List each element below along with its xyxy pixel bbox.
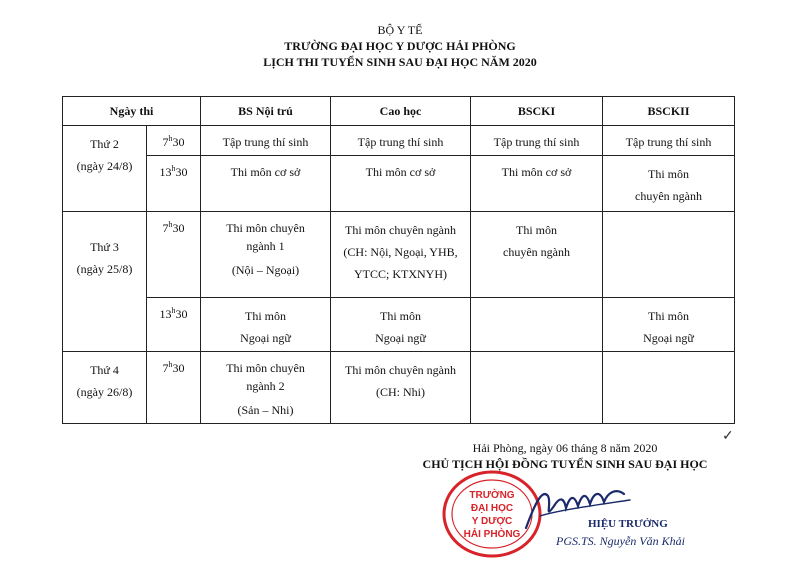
time-cell: 13$^h$30 (147, 156, 201, 212)
signer-name: PGS.TS. Nguyễn Văn Khải (556, 534, 685, 548)
cell-bsckii: Tập trung thí sinh (603, 126, 735, 156)
svg-text:TRƯỜNG: TRƯỜNG (469, 490, 515, 501)
day-date: (ngày 25/8) (76, 262, 133, 276)
signer-role: HIỆU TRƯỞNG (588, 518, 668, 530)
day-cell (63, 352, 147, 424)
document-title: LỊCH THI TUYỂN SINH SAU ĐẠI HỌC NĂM 2020 (263, 55, 537, 69)
table-header-row (63, 97, 735, 126)
cell-cao-hoc: Thi môn cơ sở (331, 156, 471, 212)
cell-noi-tru: Thi môn Ngoại ngữ (201, 298, 331, 352)
day-cell (63, 212, 147, 352)
header-bsckii: BSCKII (603, 97, 735, 126)
header-noi-tru: BS Nội trú (201, 97, 331, 126)
time-cell: 7$^h$30 (147, 212, 201, 298)
header-exam-day: Ngày thi (63, 97, 201, 126)
day-name: Thứ 4 (90, 363, 119, 377)
time-cell: 7$^h$30 (147, 126, 201, 156)
day-name: Thứ 3 (90, 240, 119, 254)
header-bscki: BSCKI (471, 97, 603, 126)
table-row (63, 298, 735, 352)
university-name: TRƯỜNG ĐẠI HỌC Y DƯỢC HẢI PHÒNG (284, 39, 516, 53)
time-cell: 7$^h$30 (147, 352, 201, 424)
issue-date: Hải Phòng, ngày 06 tháng 8 năm 2020 (472, 441, 658, 455)
day-date: (ngày 26/8) (76, 385, 133, 399)
cell-bscki (471, 352, 603, 424)
table-row (63, 156, 735, 212)
cell-noi-tru: Thi môn chuyên ngành 1 (Nội – Ngoại) (201, 212, 331, 298)
exam-schedule-table (62, 96, 735, 424)
cell-bscki: Thi môn chuyên ngành (471, 212, 603, 298)
cell-cao-hoc: Thi môn chuyên ngành (CH: Nội, Ngoại, YHB, YTCC; KTXNYH) (331, 212, 471, 298)
svg-text:Y DƯỢC: Y DƯỢC (471, 516, 513, 527)
cell-noi-tru: Tập trung thí sinh (201, 126, 331, 156)
check-mark-icon: ✓ (722, 429, 734, 444)
council-chair-title: CHỦ TỊCH HỘI ĐỒNG TUYỂN SINH SAU ĐẠI HỌC (422, 457, 708, 471)
day-cell (63, 126, 147, 212)
time-cell: 13$^h$30 (147, 298, 201, 352)
cell-bscki: Thi môn cơ sở (471, 156, 603, 212)
cell-bsckii: Thi môn Ngoại ngữ (603, 298, 735, 352)
document-header (0, 22, 800, 70)
svg-text:ĐẠI HỌC: ĐẠI HỌC (470, 503, 514, 514)
cell-bsckii (603, 212, 735, 298)
cell-noi-tru: Thi môn cơ sở (201, 156, 331, 212)
table-row (63, 352, 735, 424)
ministry-name: BỘ Y TẾ (377, 23, 423, 37)
cell-cao-hoc: Tập trung thí sinh (331, 126, 471, 156)
table-row (63, 126, 735, 156)
cell-bscki: Tập trung thí sinh (471, 126, 603, 156)
cell-bsckii: Thi môn chuyên ngành (603, 156, 735, 212)
svg-text:HẢI PHÒNG: HẢI PHÒNG (463, 529, 521, 540)
cell-cao-hoc: Thi môn Ngoại ngữ (331, 298, 471, 352)
cell-cao-hoc: Thi môn chuyên ngành (CH: Nhi) (331, 352, 471, 424)
cell-bsckii (603, 352, 735, 424)
table-row (63, 212, 735, 298)
cell-bscki (471, 298, 603, 352)
header-cao-hoc: Cao học (331, 97, 471, 126)
day-date: (ngày 24/8) (76, 159, 133, 173)
cell-noi-tru: Thi môn chuyên ngành 2 (Sản – Nhi) (201, 352, 331, 424)
day-name: Thứ 2 (90, 137, 119, 151)
